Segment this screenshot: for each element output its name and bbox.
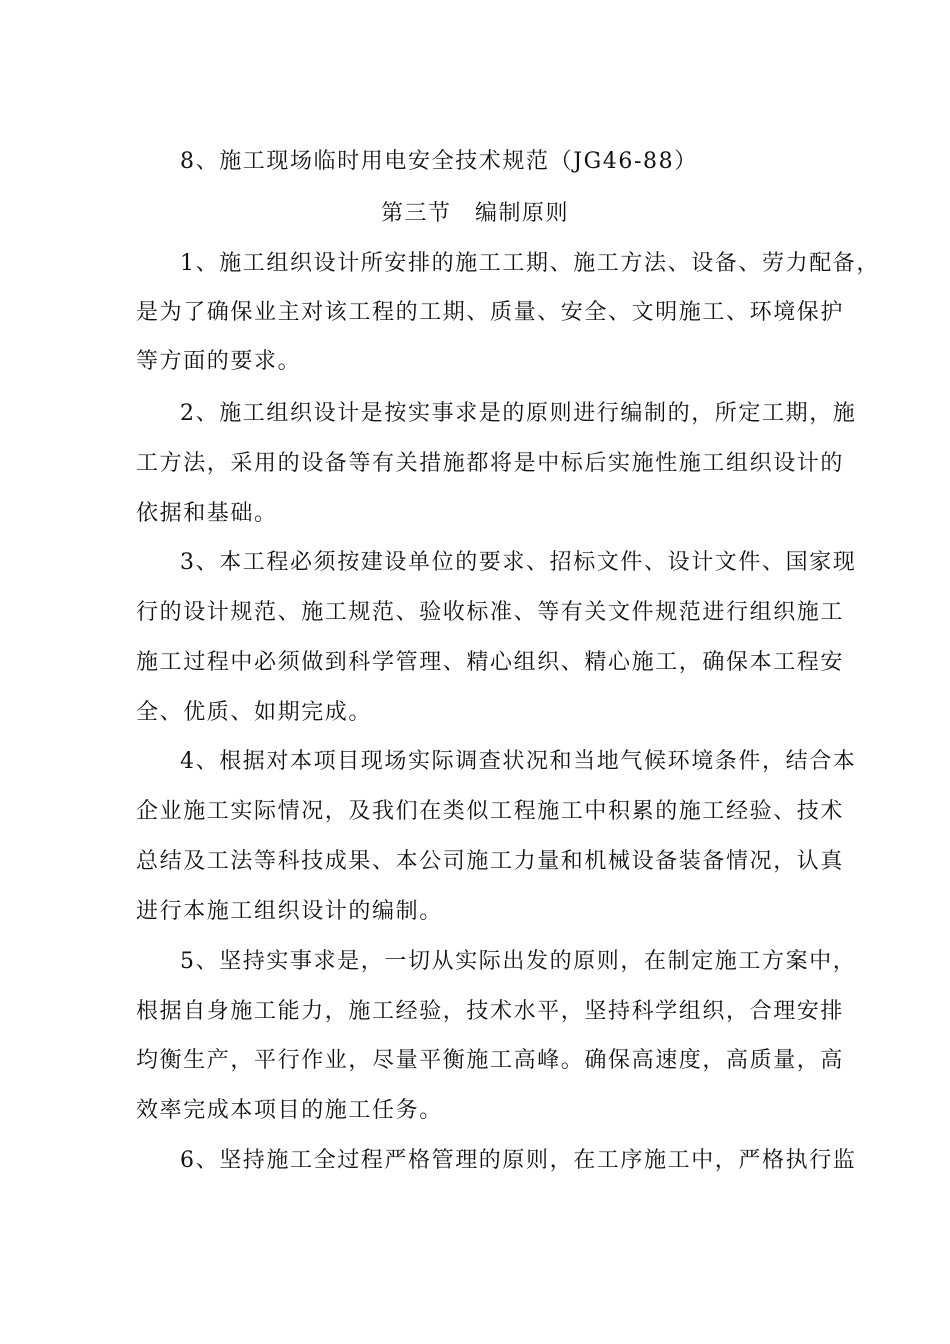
paragraph-line: 进行本施工组织设计的编制。 [136, 899, 443, 924]
section-heading: 第三节 编制原则 [380, 201, 569, 226]
paragraph-line: 效率完成本项目的施工任务。 [136, 1098, 443, 1123]
paragraph-line: 根据自身施工能力，施工经验，技术水平，坚持科学组织，合理安排 [136, 999, 845, 1024]
paragraph-line: 全、优质、如期完成。 [136, 700, 373, 725]
paragraph-line: 等方面的要求。 [136, 349, 302, 374]
paragraph-line: 工方法，采用的设备等有关措施都将是中标后实施性施工组织设计的 [136, 451, 845, 476]
paragraph-line: 总结及工法等科技成果、本公司施工力量和机械设备装备情况，认真 [136, 849, 845, 874]
paragraph-line: 6、坚持施工全过程严格管理的原则，在工序施工中，严格执行监 [180, 1148, 857, 1173]
paragraph-line: 施工过程中必须做到科学管理、精心组织、精心施工，确保本工程安 [136, 650, 845, 675]
paragraph-line: 2、施工组织设计是按实事求是的原则进行编制的，所定工期，施 [180, 401, 857, 426]
paragraph-line: 均衡生产，平行作业，尽量平衡施工高峰。确保高速度，高质量，高 [136, 1048, 845, 1073]
paragraph-line: 4、根据对本项目现场实际调查状况和当地气候环境条件，结合本 [180, 749, 857, 774]
paragraph-line: 3、本工程必须按建设单位的要求、招标文件、设计文件、国家现 [180, 550, 857, 575]
paragraph-line: 1、施工组织设计所安排的施工工期、施工方法、设备、劳力配备， [180, 251, 880, 276]
paragraph-line: 5、坚持实事求是，一切从实际出发的原则，在制定施工方案中， [180, 949, 857, 974]
paragraph-line: 行的设计规范、施工规范、验收标准、等有关文件规范进行组织施工 [136, 600, 845, 625]
paragraph-line: 依据和基础。 [136, 501, 278, 526]
list-item-8: 8、施工现场临时用电安全技术规范（JG46-88） [180, 149, 698, 174]
paragraph-line: 是为了确保业主对该工程的工期、质量、安全、文明施工、环境保护 [136, 300, 845, 325]
paragraph-line: 企业施工实际情况，及我们在类似工程施工中积累的施工经验、技术 [136, 799, 845, 824]
